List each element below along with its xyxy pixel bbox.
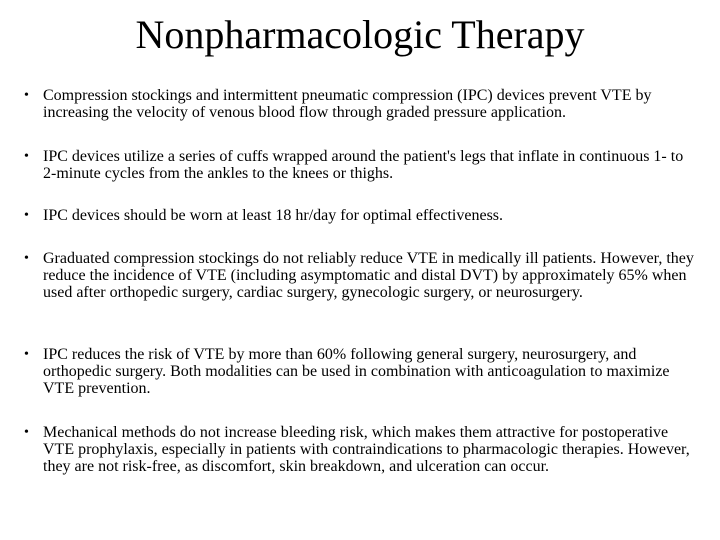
bullet-marker: • — [24, 149, 29, 164]
bullet-marker: • — [24, 347, 29, 362]
bullet-text: IPC devices utilize a series of cuffs wrapped around the patient's legs that inflate in continuous 1- to 2-minute cycles from the ankles to the knees or thighs. — [43, 148, 684, 182]
bullet-text: Graduated compression stockings do not reliably reduce VTE in medically ill patients. However, they reduce the incidence of VTE (including asymptomatic and distal DVT) by approximately 65% when used after orthopedic surgery, cardiac surgery, gynecologic surgery, or neurosurgery. — [43, 250, 694, 301]
bullet-text: Mechanical methods do not increase bleeding risk, which makes them attractive for postoperative VTE prophylaxis, especially in patients with contraindications to pharmacologic therapies. However, they are not risk-free, as discomfort, skin breakdown, and ulceration can occur. — [43, 424, 690, 475]
bullet-text: Compression stockings and intermittent pneumatic compression (IPC) devices prevent VTE by increasing the velocity of venous blood flow through graded pressure application. — [43, 87, 652, 121]
bullet-text: IPC devices should be worn at least 18 hr/day for optimal effectiveness. — [43, 207, 504, 224]
bullet-marker: • — [24, 425, 29, 440]
bullet-marker: • — [24, 251, 29, 266]
slide-title: Nonpharmacologic Therapy — [135, 12, 585, 57]
bullet-marker: • — [24, 88, 29, 103]
bullet-marker: • — [24, 208, 29, 223]
bullet-text: IPC reduces the risk of VTE by more than 60% following general surgery, neurosurgery, and orthopedic surgery. Both modalities can be used in combination with anticoagulation to maximize VTE prevention. — [43, 346, 670, 397]
